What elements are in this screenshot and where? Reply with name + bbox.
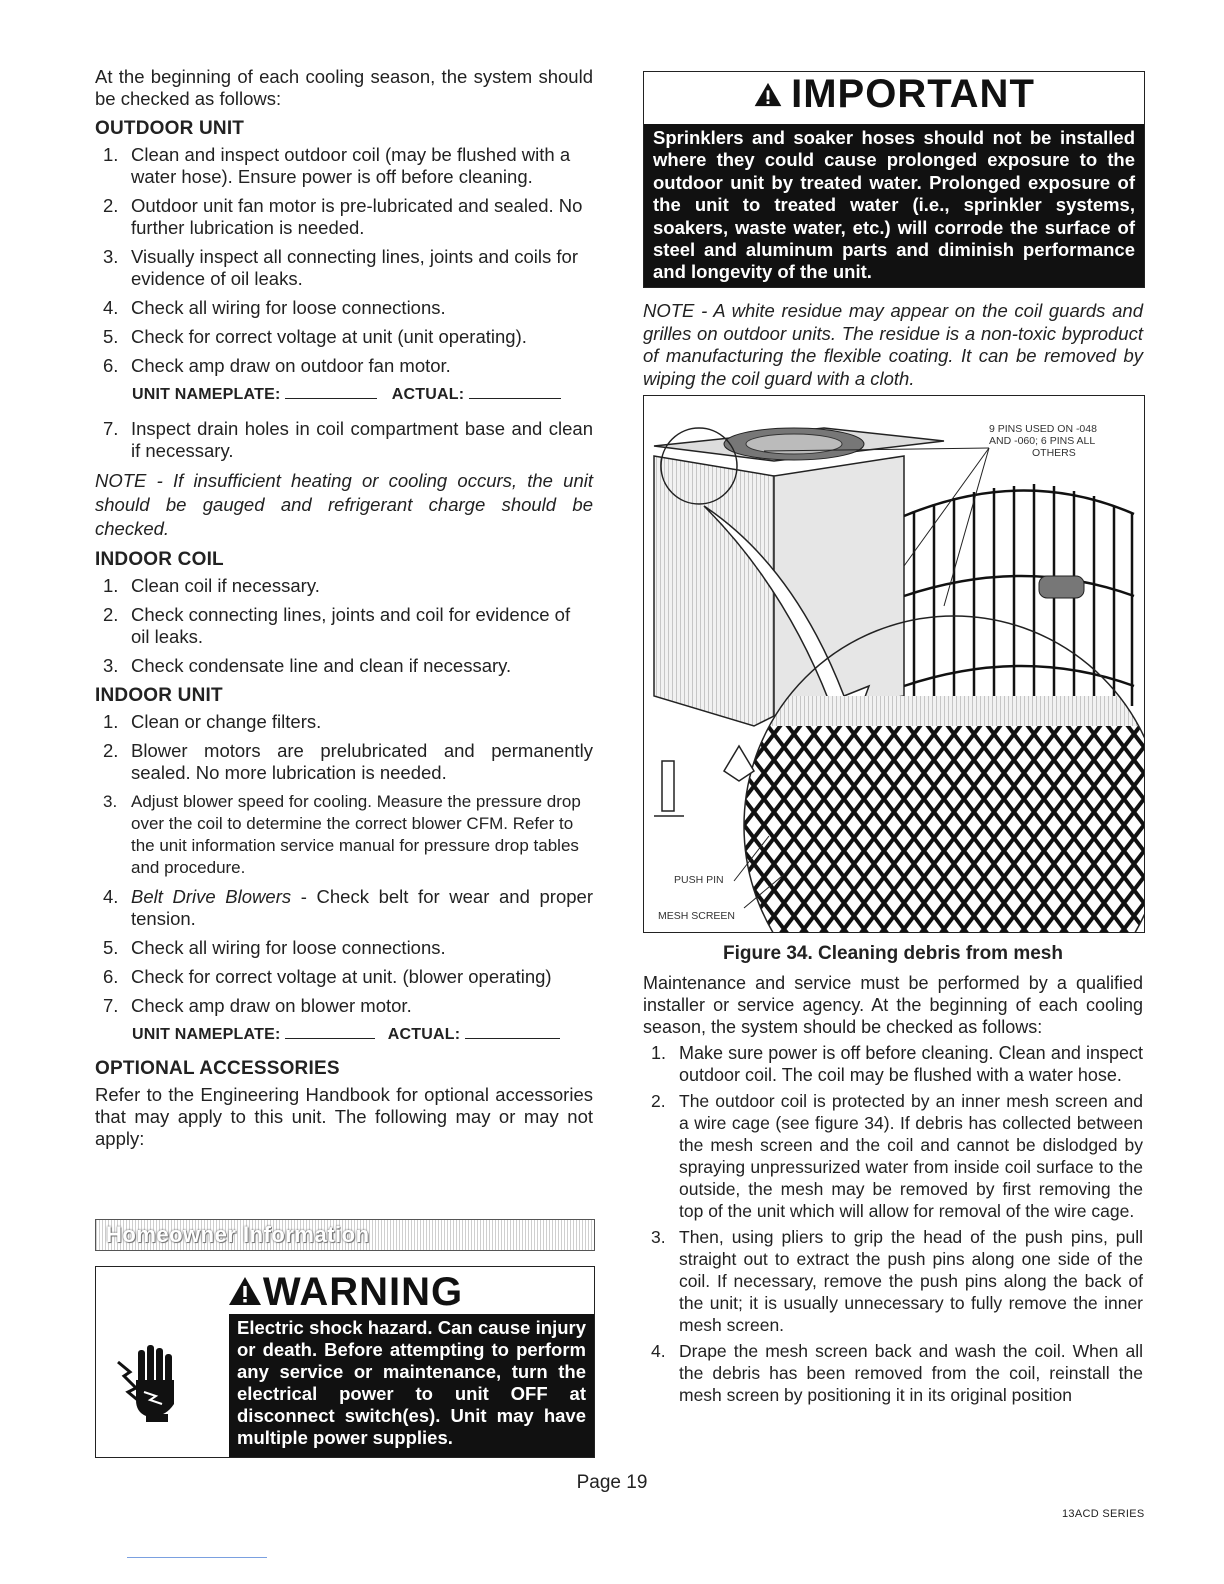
list-item: 2. The outdoor coil is protected by an inner mesh screen and a wire cage (see figure 34). If debris has collected between the mesh screen and the coil and cannot be dislodged by spraying unpressurized water from inside coil surface to the outside, the mesh may be removed by first removing the top of the unit which will allow for removal of the wire cage. xyxy=(651,1091,1143,1221)
nameplate-blank xyxy=(285,1037,375,1039)
list-item: 1. Make sure power is off before cleaning. Clean and inspect outdoor coil. The coil may be flushed with a water hose. xyxy=(651,1043,1143,1085)
list-item: 3. Adjust blower speed for cooling. Measure the pressure drop over the coil to determine the correct blower CFM. Refer to the unit information service manual for pressure drop tables and procedure. xyxy=(103,792,581,877)
page-number: Page 19 xyxy=(576,1472,648,1493)
homeowner-information-label: Homeowner Information xyxy=(106,1222,370,1247)
optional-accessories-text: Refer to the Engineering Handbook for optional accessories that may apply to this unit. The following may or may not apply: xyxy=(95,1084,593,1149)
list-item: 1. Clean or change filters. xyxy=(103,711,322,732)
list-item: 3. Visually inspect all connecting lines, joints and coils for evidence of oil leaks. xyxy=(103,246,578,289)
list-item: 7. Inspect drain holes in coil compartment base and clean if necessary. xyxy=(103,418,593,461)
mesh-cleaning-diagram xyxy=(644,396,1144,932)
important-box xyxy=(643,71,1145,288)
important-text: Sprinklers and soaker hoses should not be installed where they could cause prolonged exposure to the outdoor unit by treated water. Prolonged exposure of the unit to treated water (i.e., sprinkler systems, soakers, waste water, etc.) will corrode the surface of steel and aluminum parts and diminish performance and longevity of the unit. xyxy=(644,124,1144,287)
outdoor-unit-heading: OUTDOOR UNIT xyxy=(95,118,245,139)
figure-34-illustration xyxy=(643,395,1145,933)
outdoor-unit-list xyxy=(95,144,593,377)
indoor-coil-heading: INDOOR COIL xyxy=(95,549,224,570)
list-item: 3. Check condensate line and clean if necessary. xyxy=(103,655,512,676)
figure-caption: Figure 34. Cleaning debris from mesh xyxy=(723,943,1063,964)
list-item: 2. Outdoor unit fan motor is pre-lubricated and sealed. No further lubrication is needed. xyxy=(103,195,583,238)
footer-link-underline xyxy=(127,1557,267,1558)
list-item: 3. Then, using pliers to grip the head of the push pins, pull straight out to extract the push pins along one side of the coil. If necessary, remove the push pins along the back of the unit; it is usually unnecessary to fully remove the inner mesh screen. xyxy=(651,1227,1143,1335)
intro-text: At the beginning of each cooling season, the system should be checked as follows: xyxy=(95,66,593,109)
homeowner-information-bar xyxy=(95,1219,595,1251)
indoor-unit-list xyxy=(95,711,593,1017)
important-title: IMPORTANT xyxy=(644,72,1144,117)
list-item: 6. Check for correct voltage at unit. (blower operating) xyxy=(103,966,552,987)
maintenance-list xyxy=(643,1042,1143,1406)
residue-note: NOTE - A white residue may appear on the coil guards and grilles on outdoor units. The residue is a non-toxic byproduct of manufacturing the flexible coating. It can be removed by wiping the coil guard with a cloth. xyxy=(643,300,1143,389)
list-item: 2. Check connecting lines, joints and coil for evidence of oil leaks. xyxy=(103,604,571,647)
indoor-coil-list xyxy=(95,575,593,677)
actual-blank xyxy=(465,1037,560,1039)
list-item: 4. Check all wiring for loose connections. xyxy=(103,297,446,318)
outdoor-unit-list-cont xyxy=(95,418,593,462)
warning-triangle-icon xyxy=(227,1275,263,1307)
list-item: 1. Clean coil if necessary. xyxy=(103,575,320,596)
list-item: 4. Drape the mesh screen back and wash the coil. When all the debris has been removed from the coil, reinstall the mesh screen by positioning it in its original position xyxy=(651,1341,1143,1405)
maintenance-section xyxy=(643,972,1143,1410)
warning-title: WARNING xyxy=(96,1270,594,1315)
pins-label-line-3: OTHERS xyxy=(1032,447,1076,459)
outdoor-note: NOTE - If insufficient heating or cooling occurs, the unit should be gauged and refrigerant charge should be checked. xyxy=(95,470,593,539)
push-pin-label: PUSH PIN xyxy=(674,874,724,886)
outdoor-nameplate-line: UNIT NAMEPLATE: ACTUAL: xyxy=(132,386,593,404)
list-item: 4. Belt Drive Blowers - Check belt for wear and proper tension. xyxy=(103,886,593,929)
electric-shock-hand-icon xyxy=(116,1342,186,1422)
warning-triangle-icon xyxy=(753,81,783,108)
mesh-screen-label: MESH SCREEN xyxy=(658,910,736,922)
actual-blank xyxy=(469,397,561,399)
pins-label-line-1: 9 PINS USED ON -048 xyxy=(989,423,1097,435)
list-item: 5. Check for correct voltage at unit (unit operating). xyxy=(103,326,527,347)
list-item: 5. Check all wiring for loose connections. xyxy=(103,937,446,958)
left-column xyxy=(95,66,593,1150)
indoor-unit-heading: INDOOR UNIT xyxy=(95,685,223,706)
list-item: 1. Clean and inspect outdoor coil (may be flushed with a water hose). Ensure power is off before cleaning. xyxy=(103,144,571,187)
maintenance-intro: Maintenance and service must be performed by a qualified installer or service agency. At the beginning of each cooling season, the system should be checked as follows: xyxy=(643,973,1143,1037)
warning-text: Electric shock hazard. Can cause injury or death. Before attempting to perform any service or maintenance, turn the electrical power to unit OFF at disconnect switch(es). Unit may have multiple power supplies. xyxy=(229,1314,594,1457)
list-item: 2. Blower motors are prelubricated and permanently sealed. No more lubrication is needed. xyxy=(103,740,593,783)
series-label: 13ACD SERIES xyxy=(1062,1508,1145,1520)
optional-accessories-heading: OPTIONAL ACCESSORIES xyxy=(95,1058,340,1079)
indoor-nameplate-line: UNIT NAMEPLATE: ACTUAL: xyxy=(132,1026,593,1044)
warning-box xyxy=(95,1266,595,1458)
pins-label-line-2: AND -060; 6 PINS ALL xyxy=(989,435,1096,447)
list-item: 7. Check amp draw on blower motor. xyxy=(103,995,412,1016)
list-item: 6. Check amp draw on outdoor fan motor. xyxy=(103,355,451,376)
nameplate-blank xyxy=(285,397,377,399)
